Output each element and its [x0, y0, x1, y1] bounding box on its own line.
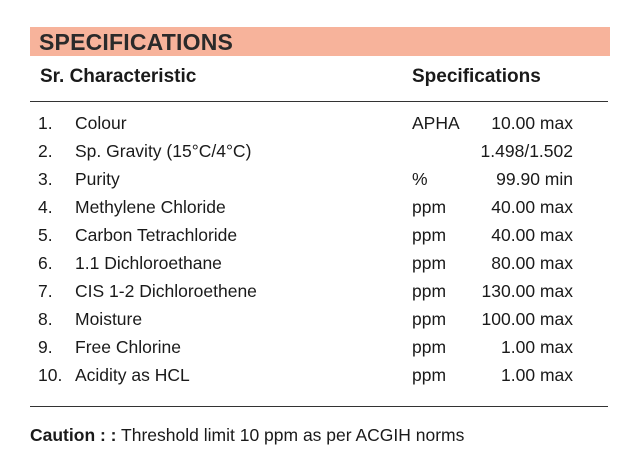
- spec-unit: ppm: [412, 253, 447, 273]
- row-number: 4.: [38, 197, 53, 217]
- characteristic-name: Sp. Gravity (15°C/4°C): [75, 141, 252, 161]
- spec-unit: ppm: [412, 365, 447, 385]
- row-number: 10.: [38, 365, 63, 385]
- characteristic-name: Methylene Chloride: [75, 197, 226, 217]
- spec-value: 80.00 max: [491, 253, 573, 273]
- spec-unit: %: [412, 169, 428, 189]
- row-number: 5.: [38, 225, 53, 245]
- table-row: [0, 281, 632, 309]
- spec-unit: ppm: [412, 281, 447, 301]
- spec-value: 40.00 max: [491, 225, 573, 245]
- characteristic-name: CIS 1-2 Dichloroethene: [75, 281, 257, 301]
- spec-unit: APHA: [412, 113, 460, 133]
- header-specifications: Specifications: [412, 66, 541, 87]
- caution-note: [30, 425, 464, 446]
- header-sr-characteristic: Sr. Characteristic: [40, 66, 197, 87]
- characteristic-name: Free Chlorine: [75, 337, 182, 357]
- table-row: [0, 169, 632, 197]
- spec-value: 1.00 max: [501, 365, 573, 385]
- row-number: 3.: [38, 169, 53, 189]
- characteristic-name: 1.1 Dichloroethane: [75, 253, 222, 273]
- row-number: 9.: [38, 337, 53, 357]
- spec-unit: ppm: [412, 337, 447, 357]
- table-row: [0, 253, 632, 281]
- table-row: [0, 197, 632, 225]
- footer-divider: [30, 406, 608, 407]
- table-row: [0, 141, 632, 169]
- row-number: 1.: [38, 113, 53, 133]
- spec-value: 100.00 max: [481, 309, 573, 329]
- row-number: 7.: [38, 281, 53, 301]
- table-row: [0, 337, 632, 365]
- caution-label: Caution : :: [30, 425, 117, 445]
- characteristic-name: Colour: [75, 113, 127, 133]
- spec-value: 1.498/1.502: [480, 141, 573, 161]
- spec-unit: ppm: [412, 197, 447, 217]
- row-number: 8.: [38, 309, 53, 329]
- spec-value: 10.00 max: [491, 113, 573, 133]
- characteristic-name: Carbon Tetrachloride: [75, 225, 238, 245]
- row-number: 2.: [38, 141, 53, 161]
- row-number: 6.: [38, 253, 53, 273]
- caution-text: Threshold limit 10 ppm as per ACGIH norms: [116, 425, 465, 445]
- characteristic-name: Moisture: [75, 309, 143, 329]
- table-row: [0, 225, 632, 253]
- spec-value: 40.00 max: [491, 197, 573, 217]
- table-row: [0, 365, 632, 393]
- spec-table: [0, 113, 632, 393]
- header-divider: [30, 101, 608, 102]
- spec-value: 99.90 min: [496, 169, 573, 189]
- spec-value: 130.00 max: [481, 281, 573, 301]
- table-row: [0, 309, 632, 337]
- spec-value: 1.00 max: [501, 337, 573, 357]
- spec-unit: ppm: [412, 309, 447, 329]
- spec-unit: ppm: [412, 225, 447, 245]
- section-banner: [30, 27, 610, 56]
- table-row: [0, 113, 632, 141]
- characteristic-name: Purity: [75, 169, 120, 189]
- characteristic-name: Acidity as HCL: [75, 365, 190, 385]
- table-header: [0, 66, 632, 92]
- section-title: SPECIFICATIONS: [39, 29, 234, 55]
